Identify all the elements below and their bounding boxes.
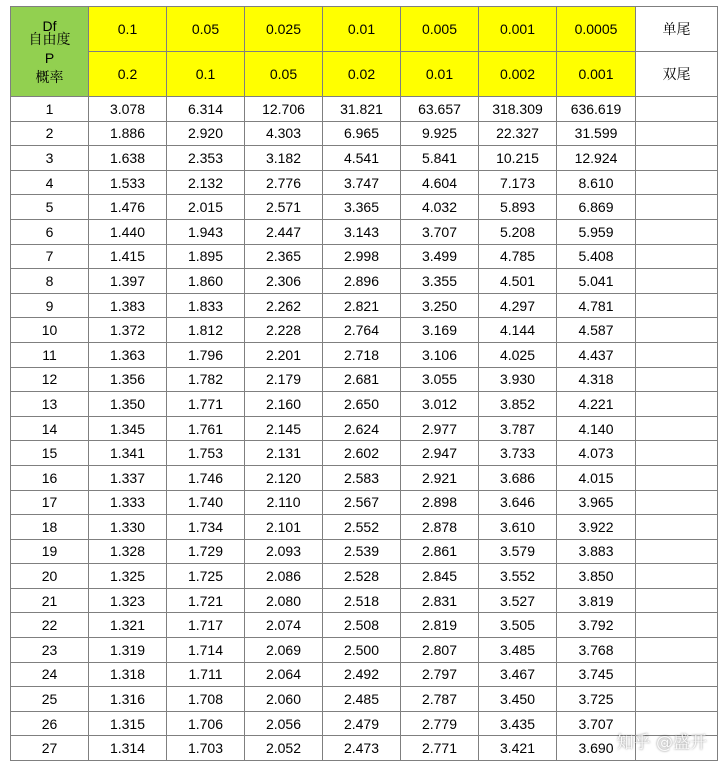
p-cn-label: 概率 — [35, 68, 64, 85]
two-tail-p-cell: 0.05 — [245, 52, 323, 97]
critical-value-cell: 3.485 — [479, 638, 557, 663]
critical-value-cell: 2.132 — [167, 170, 245, 195]
critical-value-cell: 4.140 — [557, 416, 636, 441]
critical-value-cell: 6.965 — [323, 121, 401, 146]
critical-value-cell: 3.355 — [401, 269, 479, 294]
empty-cell — [636, 416, 718, 441]
critical-value-cell: 1.383 — [89, 293, 167, 318]
critical-value-cell: 12.706 — [245, 97, 323, 122]
critical-value-cell: 1.711 — [167, 662, 245, 687]
critical-value-cell: 2.807 — [401, 638, 479, 663]
p-label: P — [44, 49, 55, 66]
critical-value-cell: 2.145 — [245, 416, 323, 441]
table-row — [11, 441, 718, 466]
one-tail-p-cell: 0.05 — [167, 7, 245, 52]
df-cell: 4 — [11, 170, 89, 195]
df-cell: 18 — [11, 515, 89, 540]
critical-value-cell: 1.316 — [89, 687, 167, 712]
df-cell: 23 — [11, 638, 89, 663]
critical-value-cell: 2.776 — [245, 170, 323, 195]
df-label: Df — [42, 17, 57, 34]
critical-value-cell: 2.479 — [323, 711, 401, 736]
empty-cell — [636, 539, 718, 564]
critical-value-cell: 7.173 — [479, 170, 557, 195]
df-cell: 5 — [11, 195, 89, 220]
critical-value-cell: 318.309 — [479, 97, 557, 122]
critical-value-cell: 1.315 — [89, 711, 167, 736]
critical-value-cell: 1.330 — [89, 515, 167, 540]
df-cell: 15 — [11, 441, 89, 466]
critical-value-cell: 1.860 — [167, 269, 245, 294]
critical-value-cell: 2.015 — [167, 195, 245, 220]
critical-value-cell: 2.060 — [245, 687, 323, 712]
df-cell: 19 — [11, 539, 89, 564]
critical-value-cell: 1.323 — [89, 588, 167, 613]
critical-value-cell: 2.093 — [245, 539, 323, 564]
critical-value-cell: 1.796 — [167, 342, 245, 367]
critical-value-cell: 1.714 — [167, 638, 245, 663]
critical-value-cell: 2.052 — [245, 736, 323, 761]
one-tail-p-cell: 0.0005 — [557, 7, 636, 52]
critical-value-cell: 2.764 — [323, 318, 401, 343]
critical-value-cell: 3.883 — [557, 539, 636, 564]
critical-value-cell: 3.922 — [557, 515, 636, 540]
critical-value-cell: 2.306 — [245, 269, 323, 294]
critical-value-cell: 5.841 — [401, 146, 479, 171]
two-tail-row — [11, 52, 718, 97]
critical-value-cell: 1.415 — [89, 244, 167, 269]
critical-value-cell: 2.447 — [245, 219, 323, 244]
table-row — [11, 416, 718, 441]
empty-cell — [636, 662, 718, 687]
df-cell: 21 — [11, 588, 89, 613]
table-row — [11, 121, 718, 146]
df-cell: 14 — [11, 416, 89, 441]
critical-value-cell: 4.541 — [323, 146, 401, 171]
table-row — [11, 342, 718, 367]
critical-value-cell: 3.499 — [401, 244, 479, 269]
empty-cell — [636, 97, 718, 122]
critical-value-cell: 2.797 — [401, 662, 479, 687]
critical-value-cell: 2.977 — [401, 416, 479, 441]
critical-value-cell: 2.583 — [323, 465, 401, 490]
table-row — [11, 465, 718, 490]
critical-value-cell: 1.761 — [167, 416, 245, 441]
critical-value-cell: 2.056 — [245, 711, 323, 736]
two-tail-p-cell: 0.1 — [167, 52, 245, 97]
critical-value-cell: 2.528 — [323, 564, 401, 589]
critical-value-cell: 1.356 — [89, 367, 167, 392]
critical-value-cell: 5.959 — [557, 219, 636, 244]
two-tail-p-cell: 0.001 — [557, 52, 636, 97]
one-tail-p-cell: 0.025 — [245, 7, 323, 52]
critical-value-cell: 4.785 — [479, 244, 557, 269]
one-tail-p-cell: 0.1 — [89, 7, 167, 52]
critical-value-cell: 63.657 — [401, 97, 479, 122]
critical-value-cell: 2.845 — [401, 564, 479, 589]
critical-value-cell: 2.681 — [323, 367, 401, 392]
critical-value-cell: 2.500 — [323, 638, 401, 663]
critical-value-cell: 1.314 — [89, 736, 167, 761]
critical-value-cell: 3.707 — [401, 219, 479, 244]
critical-value-cell: 4.604 — [401, 170, 479, 195]
critical-value-cell: 5.208 — [479, 219, 557, 244]
critical-value-cell: 3.182 — [245, 146, 323, 171]
critical-value-cell: 2.624 — [323, 416, 401, 441]
df-cell: 27 — [11, 736, 89, 761]
table-row — [11, 244, 718, 269]
two-tail-p-cell: 0.01 — [401, 52, 479, 97]
critical-value-cell: 2.779 — [401, 711, 479, 736]
critical-value-cell: 1.746 — [167, 465, 245, 490]
critical-value-cell: 1.318 — [89, 662, 167, 687]
critical-value-cell: 2.160 — [245, 392, 323, 417]
df-cell: 17 — [11, 490, 89, 515]
critical-value-cell: 2.201 — [245, 342, 323, 367]
critical-value-cell: 4.303 — [245, 121, 323, 146]
critical-value-cell: 1.943 — [167, 219, 245, 244]
critical-value-cell: 3.768 — [557, 638, 636, 663]
critical-value-cell: 3.733 — [479, 441, 557, 466]
table-row — [11, 736, 718, 761]
critical-value-cell: 3.505 — [479, 613, 557, 638]
df-cell: 13 — [11, 392, 89, 417]
df-cell: 20 — [11, 564, 89, 589]
one-tail-label: 单尾 — [636, 7, 718, 52]
table-row — [11, 97, 718, 122]
critical-value-cell: 31.599 — [557, 121, 636, 146]
critical-value-cell: 1.833 — [167, 293, 245, 318]
critical-value-cell: 2.552 — [323, 515, 401, 540]
critical-value-cell: 2.518 — [323, 588, 401, 613]
table-row — [11, 638, 718, 663]
critical-value-cell: 3.819 — [557, 588, 636, 613]
critical-value-cell: 8.610 — [557, 170, 636, 195]
one-tail-p-cell: 0.005 — [401, 7, 479, 52]
df-cell: 7 — [11, 244, 89, 269]
critical-value-cell: 2.508 — [323, 613, 401, 638]
critical-value-cell: 1.321 — [89, 613, 167, 638]
empty-cell — [636, 244, 718, 269]
critical-value-cell: 2.878 — [401, 515, 479, 540]
critical-value-cell: 4.221 — [557, 392, 636, 417]
critical-value-cell: 6.314 — [167, 97, 245, 122]
df-cell: 8 — [11, 269, 89, 294]
critical-value-cell: 4.015 — [557, 465, 636, 490]
critical-value-cell: 1.706 — [167, 711, 245, 736]
critical-value-cell: 12.924 — [557, 146, 636, 171]
critical-value-cell: 3.646 — [479, 490, 557, 515]
critical-value-cell: 2.571 — [245, 195, 323, 220]
empty-cell — [636, 613, 718, 638]
table-row — [11, 564, 718, 589]
empty-cell — [636, 490, 718, 515]
critical-value-cell: 3.365 — [323, 195, 401, 220]
critical-value-cell: 1.782 — [167, 367, 245, 392]
critical-value-cell: 2.787 — [401, 687, 479, 712]
critical-value-cell: 1.734 — [167, 515, 245, 540]
one-tail-p-cell: 0.01 — [323, 7, 401, 52]
critical-value-cell: 5.041 — [557, 269, 636, 294]
critical-value-cell: 1.341 — [89, 441, 167, 466]
critical-value-cell: 5.893 — [479, 195, 557, 220]
empty-cell — [636, 269, 718, 294]
df-cell: 9 — [11, 293, 89, 318]
df-cell: 24 — [11, 662, 89, 687]
empty-cell — [636, 515, 718, 540]
critical-value-cell: 3.725 — [557, 687, 636, 712]
critical-value-cell: 1.337 — [89, 465, 167, 490]
critical-value-cell: 1.533 — [89, 170, 167, 195]
critical-value-cell: 3.106 — [401, 342, 479, 367]
table-row — [11, 392, 718, 417]
critical-value-cell: 2.998 — [323, 244, 401, 269]
critical-value-cell: 3.690 — [557, 736, 636, 761]
empty-cell — [636, 465, 718, 490]
critical-value-cell: 1.350 — [89, 392, 167, 417]
empty-cell — [636, 588, 718, 613]
critical-value-cell: 3.792 — [557, 613, 636, 638]
critical-value-cell: 3.965 — [557, 490, 636, 515]
table-row — [11, 588, 718, 613]
critical-value-cell: 2.228 — [245, 318, 323, 343]
critical-value-cell: 4.032 — [401, 195, 479, 220]
table-body — [11, 97, 718, 761]
critical-value-cell: 2.771 — [401, 736, 479, 761]
df-cell: 1 — [11, 97, 89, 122]
critical-value-cell: 1.328 — [89, 539, 167, 564]
critical-value-cell: 4.587 — [557, 318, 636, 343]
critical-value-cell: 2.861 — [401, 539, 479, 564]
empty-cell — [636, 564, 718, 589]
critical-value-cell: 1.717 — [167, 613, 245, 638]
critical-value-cell: 2.492 — [323, 662, 401, 687]
empty-cell — [636, 293, 718, 318]
table-row — [11, 318, 718, 343]
critical-value-cell: 2.110 — [245, 490, 323, 515]
critical-value-cell: 1.397 — [89, 269, 167, 294]
df-cell: 26 — [11, 711, 89, 736]
critical-value-cell: 636.619 — [557, 97, 636, 122]
table-row — [11, 195, 718, 220]
table-row — [11, 711, 718, 736]
two-tail-p-cell: 0.02 — [323, 52, 401, 97]
critical-value-cell: 2.920 — [167, 121, 245, 146]
critical-value-cell: 2.080 — [245, 588, 323, 613]
critical-value-cell: 4.437 — [557, 342, 636, 367]
critical-value-cell: 1.372 — [89, 318, 167, 343]
critical-value-cell: 1.753 — [167, 441, 245, 466]
critical-value-cell: 1.812 — [167, 318, 245, 343]
critical-value-cell: 1.771 — [167, 392, 245, 417]
t-distribution-table — [10, 6, 718, 761]
df-cell: 12 — [11, 367, 89, 392]
critical-value-cell: 3.012 — [401, 392, 479, 417]
critical-value-cell: 2.602 — [323, 441, 401, 466]
critical-value-cell: 3.450 — [479, 687, 557, 712]
critical-value-cell: 2.074 — [245, 613, 323, 638]
table-row — [11, 219, 718, 244]
critical-value-cell: 1.476 — [89, 195, 167, 220]
critical-value-cell: 3.852 — [479, 392, 557, 417]
critical-value-cell: 3.686 — [479, 465, 557, 490]
critical-value-cell: 2.365 — [245, 244, 323, 269]
critical-value-cell: 2.131 — [245, 441, 323, 466]
critical-value-cell: 3.078 — [89, 97, 167, 122]
critical-value-cell: 3.169 — [401, 318, 479, 343]
empty-cell — [636, 146, 718, 171]
critical-value-cell: 6.869 — [557, 195, 636, 220]
empty-cell — [636, 121, 718, 146]
critical-value-cell: 2.179 — [245, 367, 323, 392]
table-row — [11, 367, 718, 392]
critical-value-cell: 3.707 — [557, 711, 636, 736]
critical-value-cell: 1.725 — [167, 564, 245, 589]
table-header — [11, 7, 718, 97]
critical-value-cell: 1.895 — [167, 244, 245, 269]
empty-cell — [636, 638, 718, 663]
df-cn-label: 自由度 — [28, 30, 71, 47]
table-row — [11, 687, 718, 712]
two-tail-p-cell: 0.002 — [479, 52, 557, 97]
df-cell: 6 — [11, 219, 89, 244]
empty-cell — [636, 687, 718, 712]
critical-value-cell: 3.787 — [479, 416, 557, 441]
empty-cell — [636, 170, 718, 195]
critical-value-cell: 1.729 — [167, 539, 245, 564]
critical-value-cell: 3.467 — [479, 662, 557, 687]
critical-value-cell: 3.435 — [479, 711, 557, 736]
critical-value-cell: 1.708 — [167, 687, 245, 712]
table-row — [11, 146, 718, 171]
critical-value-cell: 1.319 — [89, 638, 167, 663]
table-row — [11, 293, 718, 318]
empty-cell — [636, 318, 718, 343]
df-cell: 25 — [11, 687, 89, 712]
critical-value-cell: 10.215 — [479, 146, 557, 171]
critical-value-cell: 22.327 — [479, 121, 557, 146]
empty-cell — [636, 219, 718, 244]
empty-cell — [636, 342, 718, 367]
critical-value-cell: 1.638 — [89, 146, 167, 171]
watermark: 知乎 @盛开 — [616, 733, 707, 753]
critical-value-cell: 3.055 — [401, 367, 479, 392]
critical-value-cell: 2.069 — [245, 638, 323, 663]
critical-value-cell: 3.579 — [479, 539, 557, 564]
critical-value-cell: 5.408 — [557, 244, 636, 269]
critical-value-cell: 3.143 — [323, 219, 401, 244]
df-cell: 11 — [11, 342, 89, 367]
critical-value-cell: 2.921 — [401, 465, 479, 490]
critical-value-cell: 2.831 — [401, 588, 479, 613]
critical-value-cell: 1.345 — [89, 416, 167, 441]
df-p-header-cell — [11, 7, 89, 97]
critical-value-cell: 1.886 — [89, 121, 167, 146]
critical-value-cell: 2.120 — [245, 465, 323, 490]
critical-value-cell: 2.064 — [245, 662, 323, 687]
critical-value-cell: 4.297 — [479, 293, 557, 318]
critical-value-cell: 1.333 — [89, 490, 167, 515]
critical-value-cell: 2.262 — [245, 293, 323, 318]
critical-value-cell: 3.552 — [479, 564, 557, 589]
critical-value-cell: 4.073 — [557, 441, 636, 466]
table-row — [11, 662, 718, 687]
critical-value-cell: 3.610 — [479, 515, 557, 540]
df-cell: 3 — [11, 146, 89, 171]
critical-value-cell: 2.473 — [323, 736, 401, 761]
critical-value-cell: 3.747 — [323, 170, 401, 195]
empty-cell — [636, 195, 718, 220]
critical-value-cell: 2.947 — [401, 441, 479, 466]
critical-value-cell: 2.819 — [401, 613, 479, 638]
critical-value-cell: 2.485 — [323, 687, 401, 712]
table-row — [11, 613, 718, 638]
critical-value-cell: 2.718 — [323, 342, 401, 367]
critical-value-cell: 2.567 — [323, 490, 401, 515]
critical-value-cell: 3.930 — [479, 367, 557, 392]
critical-value-cell: 1.363 — [89, 342, 167, 367]
critical-value-cell: 2.896 — [323, 269, 401, 294]
critical-value-cell: 3.250 — [401, 293, 479, 318]
critical-value-cell: 3.850 — [557, 564, 636, 589]
critical-value-cell: 2.539 — [323, 539, 401, 564]
critical-value-cell: 2.898 — [401, 490, 479, 515]
critical-value-cell: 4.501 — [479, 269, 557, 294]
critical-value-cell: 4.318 — [557, 367, 636, 392]
df-cell: 2 — [11, 121, 89, 146]
critical-value-cell: 1.721 — [167, 588, 245, 613]
critical-value-cell: 2.650 — [323, 392, 401, 417]
critical-value-cell: 3.745 — [557, 662, 636, 687]
critical-value-cell: 4.025 — [479, 342, 557, 367]
table-row — [11, 515, 718, 540]
empty-cell — [636, 392, 718, 417]
empty-cell — [636, 441, 718, 466]
df-cell: 22 — [11, 613, 89, 638]
two-tail-p-cell: 0.2 — [89, 52, 167, 97]
one-tail-row — [11, 7, 718, 52]
table-row — [11, 539, 718, 564]
critical-value-cell: 2.821 — [323, 293, 401, 318]
table-row — [11, 269, 718, 294]
critical-value-cell: 4.144 — [479, 318, 557, 343]
critical-value-cell: 2.086 — [245, 564, 323, 589]
df-cell: 10 — [11, 318, 89, 343]
critical-value-cell: 3.421 — [479, 736, 557, 761]
critical-value-cell: 2.353 — [167, 146, 245, 171]
critical-value-cell: 3.527 — [479, 588, 557, 613]
two-tail-label: 双尾 — [636, 52, 718, 97]
empty-cell — [636, 367, 718, 392]
critical-value-cell: 4.781 — [557, 293, 636, 318]
table-row — [11, 170, 718, 195]
critical-value-cell: 31.821 — [323, 97, 401, 122]
one-tail-p-cell: 0.001 — [479, 7, 557, 52]
critical-value-cell: 1.703 — [167, 736, 245, 761]
critical-value-cell: 1.325 — [89, 564, 167, 589]
critical-value-cell: 1.440 — [89, 219, 167, 244]
table-row — [11, 490, 718, 515]
critical-value-cell: 2.101 — [245, 515, 323, 540]
df-cell: 16 — [11, 465, 89, 490]
critical-value-cell: 1.740 — [167, 490, 245, 515]
critical-value-cell: 9.925 — [401, 121, 479, 146]
